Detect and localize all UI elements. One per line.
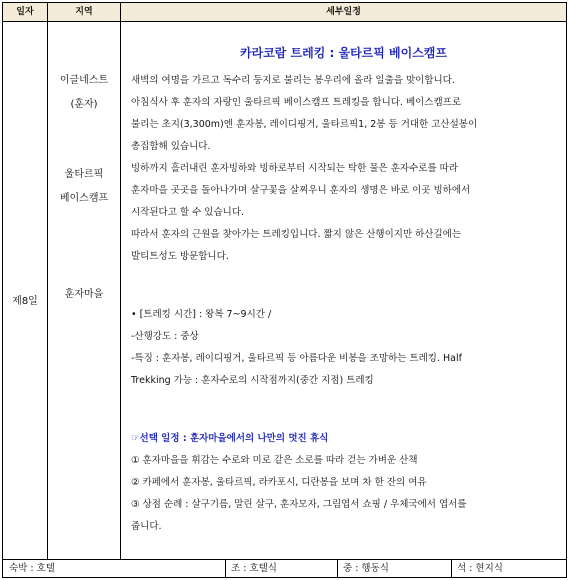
header-detail: 세부일정 (326, 7, 361, 17)
detail-line: 불리는 초지(3,300m)엔 훈자봉, 레이디핑거, 울타르픽1, 2봉 등 거대한 고산설봉이 (131, 119, 478, 130)
trekking-info (131, 304, 561, 392)
option-item: ③ 상점 순례 : 살구기름, 말린 살구, 훈자모자, 그림엽서 쇼핑 / 우체국에서 엽서를 (131, 499, 467, 510)
region-ultar-peak: 울타르픽 (64, 169, 104, 180)
divider (337, 560, 338, 578)
region-column (48, 22, 120, 559)
detail-line: 발티트성도 방문합니다. (131, 251, 229, 262)
footer-dinner: 석 : 현지식 (457, 563, 503, 574)
table-header (3, 3, 566, 22)
optional-schedule (131, 428, 561, 538)
meal-footer (3, 559, 566, 578)
itinerary-table (2, 2, 567, 578)
detail-line: 빙하까지 흘러내린 훈자빙하와 빙하로부터 시작되는 탁한 물은 훈자수로를 따라 (131, 163, 459, 174)
region-hunza-village: 훈자마을 (64, 289, 104, 300)
footer-breakfast: 조 : 호텔식 (231, 563, 277, 574)
info-line: Trekking 가능 : 훈자수로의 시작점까지(중간 지점) 트레킹 (131, 375, 374, 386)
footer-lodging: 숙박 : 호텔 (9, 563, 55, 574)
day-label: 제8일 (12, 296, 38, 307)
detail-line: 시작된다고 할 수 있습니다. (131, 207, 245, 218)
divider (451, 560, 452, 578)
detail-line: 훈자마을 곳곳을 돌아나가며 살구꽃을 살찌우니 훈자의 생명은 바로 이곳 빙하에서 (131, 185, 471, 196)
info-line: -산행강도 : 중상 (131, 331, 199, 342)
option-item: 줍니다. (131, 521, 162, 532)
day-column (3, 22, 47, 559)
detail-line: 총집합해 있습니다. (131, 141, 211, 152)
header-region: 지역 (75, 7, 93, 17)
region-hunza: (훈자) (70, 99, 98, 110)
detail-line: 새벽의 여명을 가르고 독수리 둥지로 불리는 봉우리에 올라 일출을 맞이합니다. (131, 75, 455, 86)
detail-column (121, 22, 566, 559)
detail-line: 아침식사 후 훈자의 자랑인 울타르픽 베이스캠프 트레킹을 합니다. 베이스캠프로 (131, 97, 462, 108)
header-date: 일자 (16, 7, 34, 17)
divider (225, 560, 226, 578)
info-line: • [트레킹 시간] : 왕복 7~9시간 / (131, 309, 272, 320)
region-basecamp: 베이스캠프 (59, 193, 109, 204)
info-line: -특징 : 훈자봉, 레이디핑거, 울타르픽 등 아름다운 비봉을 조망하는 트레킹. Half (131, 353, 462, 364)
region-eagle-nest: 이글네스트 (59, 75, 109, 86)
footer-lunch: 중 : 행동식 (343, 563, 389, 574)
optional-title: ☞선택 일정 : 훈자마을에서의 나만의 멋진 휴식 (131, 433, 329, 444)
detail-description (131, 70, 561, 268)
option-item: ② 카페에서 훈자봉, 울타르픽, 라카포시, 디란봉을 보며 차 한 잔의 여유 (131, 477, 427, 488)
detail-line: 따라서 훈자의 근원을 찾아가는 트레킹입니다. 짧지 않은 산행이지만 하산길에는 (131, 229, 462, 240)
option-item: ① 훈자마을을 휘감는 수로와 미로 같은 소로를 따라 걷는 가벼운 산책 (131, 455, 418, 466)
detail-title: 카라코람 트레킹 : 울타르픽 베이스캠프 (240, 46, 447, 60)
